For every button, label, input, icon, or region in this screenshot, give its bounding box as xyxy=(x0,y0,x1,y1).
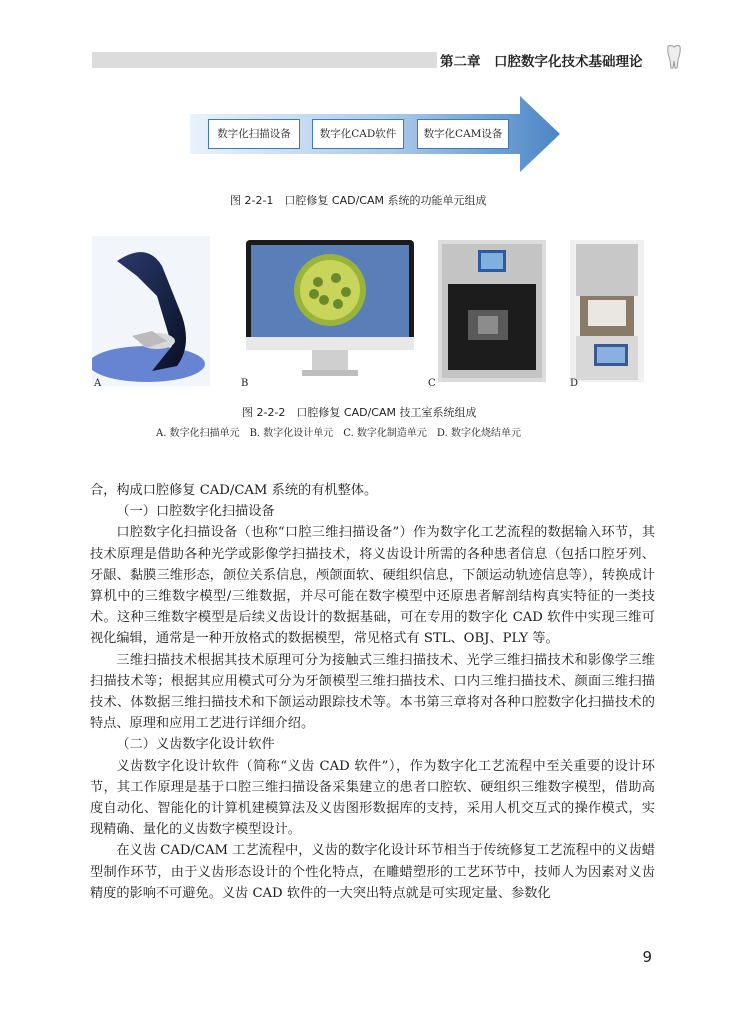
image-label-a: A xyxy=(94,378,102,389)
paragraph: 三维扫描技术根据其技术原理可分为接触式三维扫描技术、光学三维扫描技术和影像学三维扫描技术等；根据其应用模式可分为牙颌模型三维扫描技术、口内三维扫描技术、颜面三维扫描技术、体数据三维扫描技术和下颌运动跟踪技术等。本书第三章将对各种口腔数字化扫描技术的特点、原理和应用工艺进行详细介绍。 xyxy=(90,652,655,732)
monitor-image xyxy=(246,240,414,380)
header-bar xyxy=(92,52,437,68)
section-heading-cad: （二）义齿数字化设计软件 xyxy=(116,737,275,753)
figure1-caption: 图 2-2-1 口腔修复 CAD/CAM 系统的功能单元组成 xyxy=(230,194,487,207)
image-label-d: D xyxy=(570,378,579,389)
section-heading-scan: （一）口腔数字化扫描设备 xyxy=(116,504,275,520)
flow-box-cam: 数字化CAM设备 xyxy=(417,119,509,149)
flow-box-cad: 数字化CAD软件 xyxy=(312,119,404,149)
paragraph: 口腔数字化扫描设备（也称“口腔三维扫描设备”）作为数字化工艺流程的数据输入环节，其技术原理是借助各种光学或影像学扫描技术，将义齿设计所需的各种患者信息（包括口腔牙列、牙龈、黏膜三维形态，颌位关系信息，颅颌面软、硬组织信息，下颌运动轨迹信息等），转换成计算机中的三维数字模型/三维数据，并尽可能在数字模型中还原患者解剖结构真实特征的一类技术。这种三维数字模型是后续义齿设计的数据基础，可在专用的数字化 CAD 软件中实现三维可视化编辑，通常是一种开放格式的数据模型，常见格式有 STL、OBJ、PLY 等。 xyxy=(90,525,655,647)
body-text xyxy=(90,480,655,904)
paragraph: 义齿数字化设计软件（简称“义齿 CAD 软件”），作为数字化工艺流程中至关重要的设计环节，其工作原理是基于口腔三维扫描设备采集建立的患者口腔软、硬组织三维数字模型，借助高度自动化、智能化的计算机建模算法及义齿图形数据库的支持，采用人机交互式的操作模式，实现精确、量化的义齿数字模型设计。 xyxy=(90,758,655,838)
paragraph: 合，构成口腔修复 CAD/CAM 系统的有机整体。 xyxy=(90,483,378,498)
flow-diagram xyxy=(190,96,560,176)
chapter-title: 第二章 口腔数字化技术基础理论 xyxy=(440,54,643,70)
scanner-image xyxy=(92,236,210,386)
paragraph: 在义齿 CAD/CAM 工艺流程中，义齿的数字化设计环节相当于传统修复工艺流程中的义齿蜡型制作环节，由于义齿形态设计的个性化特点，在雕蜡塑形的工艺环节中，技师人为因素对义齿精度的影响不可避免。义齿 CAD 软件的一大突出特点就是可实现定量、参数化 xyxy=(90,843,655,901)
figure2-caption: 图 2-2-2 口腔修复 CAD/CAM 技工室系统组成 xyxy=(242,406,477,419)
image-label-b: B xyxy=(241,378,249,389)
page-number: 9 xyxy=(642,948,652,966)
sintering-furnace-image xyxy=(570,240,644,382)
tooth-icon xyxy=(665,44,683,70)
flow-box-scan: 数字化扫描设备 xyxy=(208,119,300,149)
figure2-subcaption: A. 数字化扫描单元 B. 数字化设计单元 C. 数字化制造单元 D. 数字化烧结单元 xyxy=(156,428,521,439)
image-label-c: C xyxy=(428,378,436,389)
milling-machine-image xyxy=(438,240,546,382)
